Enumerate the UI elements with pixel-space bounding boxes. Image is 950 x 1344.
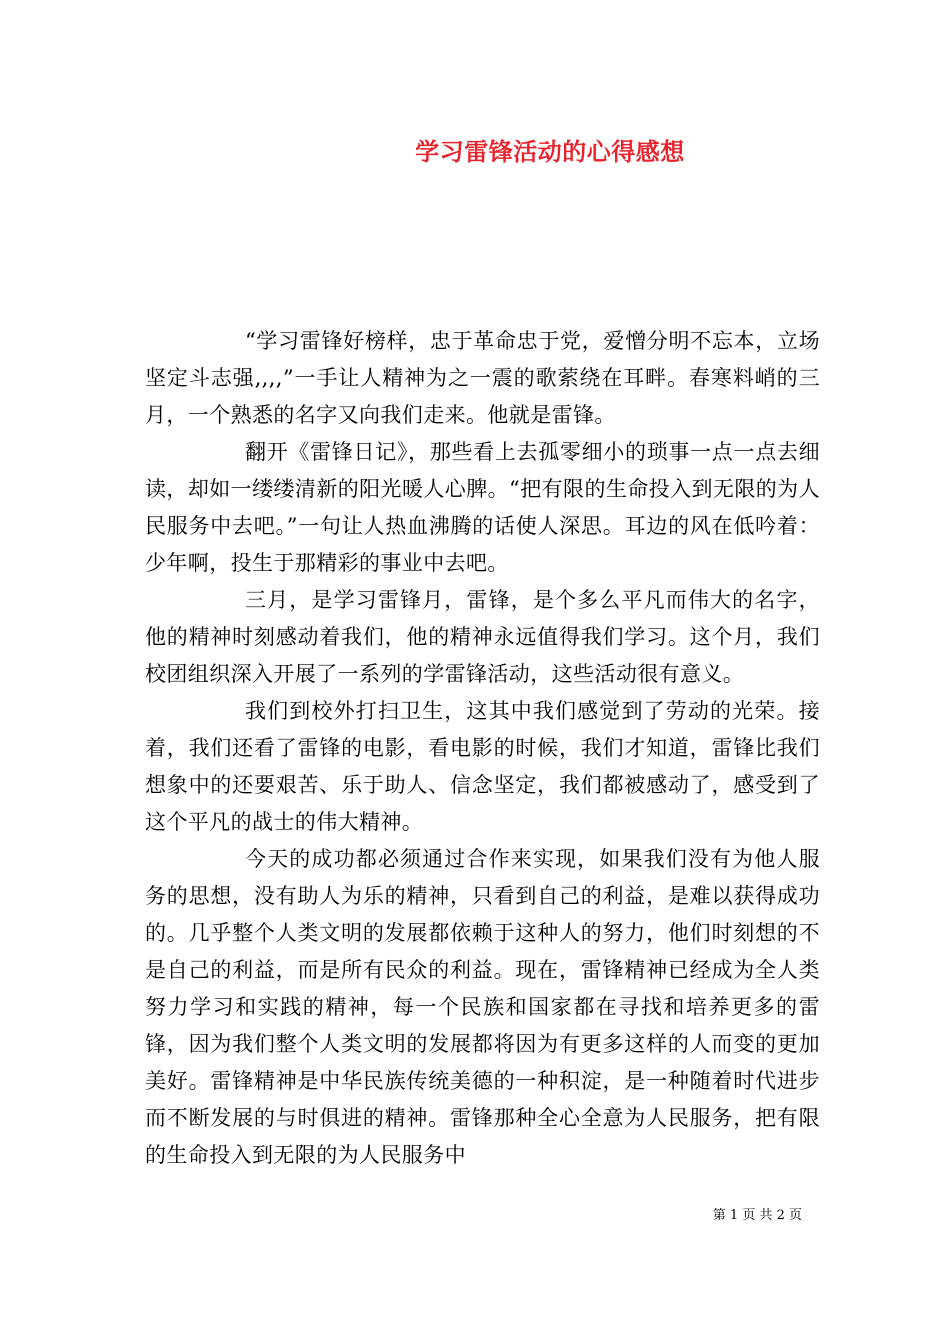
paragraph-2: 翻开《雷锋日记》，那些看上去孤零细小的琐事一点一点去细读，却如一缕缕清新的阳光暖人心脾。“把有限的生命投入到无限的为人民服务中去吧。”一句让人热血沸腾的话使人深思。耳边的风在低吟着：少年啊，投生于那精彩的事业中去吧。	[145, 440, 820, 575]
page-number: 第 1 页 共 2 页	[712, 1208, 802, 1223]
paragraph-1: “学习雷锋好榜样，忠于革命忠于党，爱憎分明不忘本，立场坚定斗志强,,,,”一手让人精神为之一震的歌萦绕在耳畔。春寒料峭的三月，一个熟悉的名字又向我们走来。他就是雷锋。	[145, 329, 820, 427]
paragraph-5: 今天的成功都必须通过合作来实现，如果我们没有为他人服务的思想，没有助人为乐的精神，只看到自己的利益，是难以获得成功的。几乎整个人类文明的发展都依赖于这种人的努力，他们时刻想的不是自己的利益，而是所有民众的利益。现在，雷锋精神已经成为全人类努力学习和实践的精神，每一个民族和国家都在寻找和培养更多的雷锋，因为我们整个人类文明的发展都将因为有更多这样的人而变的更加美好。雷锋精神是中华民族传统美德的一种积淀，是一种随着时代进步而不断发展的与时俱进的精神。雷锋那种全心全意为人民服务，把有限的生命投入到无限的为人民服务中	[145, 847, 820, 1167]
document-body	[145, 323, 820, 1174]
paragraph-3: 三月，是学习雷锋月，雷锋，是个多么平凡而伟大的名字，他的精神时刻感动着我们，他的精神永远值得我们学习。这个月，我们校团组织深入开展了一系列的学雷锋活动，这些活动很有意义。	[145, 588, 820, 686]
paragraph-4: 我们到校外打扫卫生，这其中我们感觉到了劳动的光荣。接着，我们还看了雷锋的电影，看电影的时候，我们才知道，雷锋比我们想象中的还要艰苦、乐于助人、信念坚定，我们都被感动了，感受到了这个平凡的战士的伟大精神。	[145, 699, 820, 834]
page-title: 学习雷锋活动的心得感想	[415, 137, 685, 166]
